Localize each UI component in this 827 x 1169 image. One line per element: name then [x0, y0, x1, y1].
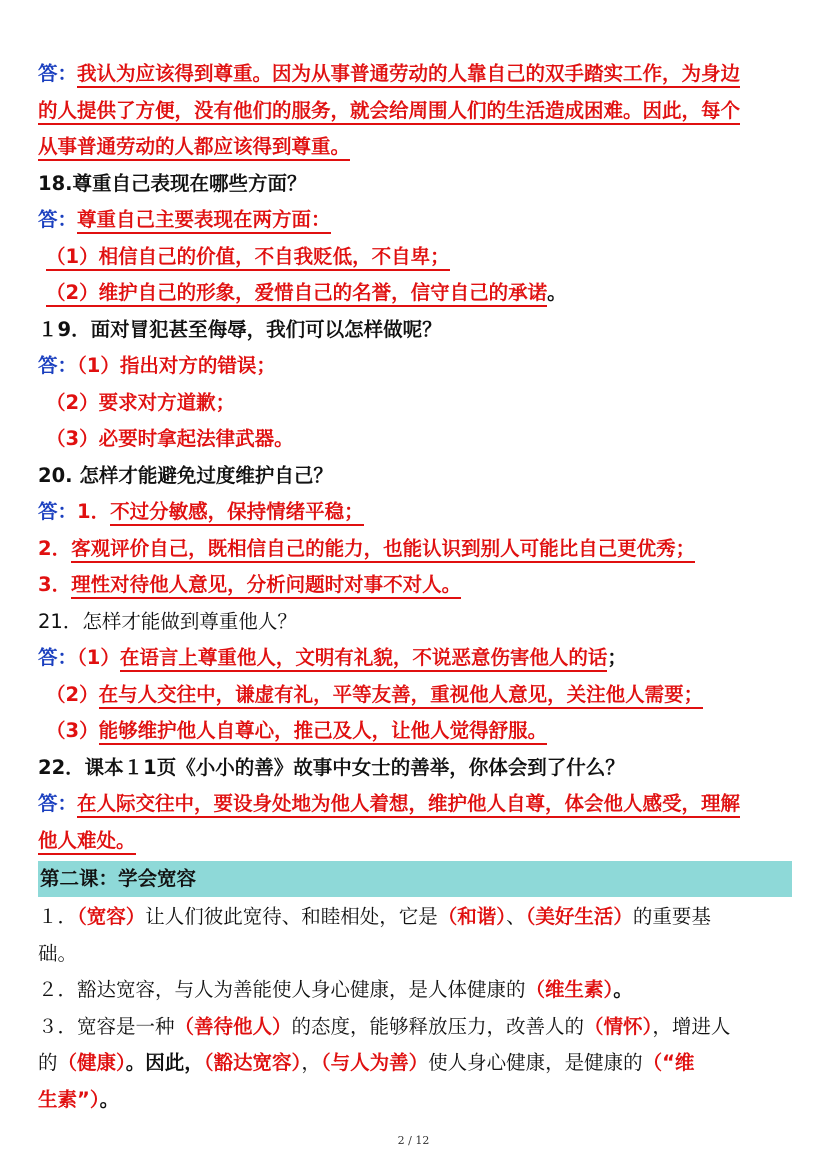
- body-text: ２．豁达宽容，与人为善能使人身心健康，是人体健康的: [38, 978, 526, 1001]
- item-number: （1）: [77, 646, 120, 669]
- body-text: ３．宽容是一种: [38, 1014, 175, 1038]
- answer-18-line-1: [38, 202, 790, 239]
- fill-blank: （美好生活）: [525, 905, 633, 928]
- punctuation: 。: [547, 281, 567, 304]
- answer-22-line-2: [38, 823, 790, 860]
- punctuation: ；: [607, 646, 627, 669]
- answer-text: （2）维护自己的形象，爱惜自己的名誉，信守自己的承诺: [46, 281, 547, 307]
- answer-label: 答：: [38, 792, 78, 815]
- answer-19-line-1: [38, 348, 790, 385]
- answer-18-line-3: [38, 275, 790, 312]
- fill-blank: 生素”）: [38, 1087, 100, 1111]
- paragraph-1-line-2: [38, 936, 790, 973]
- answer-label: 答：: [38, 500, 78, 523]
- answer-17-line-1: [38, 56, 790, 93]
- fill-blank: （维生素）: [525, 978, 614, 1001]
- answer-text: 从事普通劳动的人都应该得到尊重。: [38, 135, 350, 161]
- paragraph-3-line-3: [38, 1082, 790, 1119]
- answer-text: 不过分敏感，保持情绪平稳；: [110, 500, 364, 526]
- body-text: 让人们彼此宽待、和睦相处，它是: [145, 905, 438, 928]
- question-22: 22．课本１1页《小小的善》故事中女士的善举，你体会到了什么？: [38, 755, 625, 779]
- answer-text: 能够维护他人自尊心，推己及人，让他人觉得舒服。: [99, 719, 548, 745]
- fill-blank: （健康）: [57, 1051, 126, 1074]
- answer-text: 在语言上尊重他人，文明有礼貌，不说恶意伤害他人的话: [120, 646, 608, 672]
- section-heading: 第二课：学会宽容: [38, 861, 792, 897]
- fill-blank: （善待他人）: [174, 1014, 292, 1038]
- body-text: ，: [301, 1051, 321, 1074]
- answer-21-line-2: [38, 677, 790, 714]
- answer-text: 理性对待他人意见，分析问题时对事不对人。: [71, 573, 461, 599]
- item-number: 1．: [77, 500, 111, 523]
- body-text: 、: [506, 905, 526, 928]
- fill-blank: （和谐）: [437, 905, 507, 928]
- paragraph-1-line-1: [38, 899, 790, 936]
- answer-text: 的人提供了方便，没有他们的服务，就会给周围人们的生活造成困难。因此，每个: [38, 99, 740, 125]
- question-21: [38, 604, 790, 641]
- answer-text: 在人际交往中，要设身处地为他人着想，维护他人自尊，体会他人感受，理解: [77, 792, 740, 818]
- paragraph-3-line-1: [38, 1009, 790, 1046]
- answer-text: 客观评价自己，既相信自己的能力，也能认识到别人可能比自己更优秀；: [71, 537, 695, 563]
- question-20: 20. 怎样才能避免过度维护自己？: [38, 463, 333, 487]
- item-number: （3）: [46, 719, 99, 742]
- question-19: １9．面对冒犯甚至侮辱，我们可以怎样做呢？: [38, 317, 442, 341]
- body-text: 的态度，能够释放压力，改善人的: [291, 1014, 585, 1038]
- answer-22-line-1: [38, 786, 790, 823]
- answer-20-line-3: [38, 567, 790, 604]
- body-text: ，增进人: [652, 1014, 731, 1038]
- paragraph-3-line-2: [38, 1045, 790, 1082]
- document-page: [38, 56, 790, 1118]
- body-text: 使人身心健康，是健康的: [428, 1051, 643, 1074]
- body-text: 的重要基: [632, 905, 711, 928]
- body-text: 。因此，: [125, 1051, 204, 1074]
- answer-20-line-2: [38, 531, 790, 568]
- answer-19-line-2: [38, 385, 790, 422]
- body-text: 础。: [38, 941, 78, 965]
- punctuation: 。: [613, 978, 633, 1001]
- punctuation: 。: [99, 1087, 120, 1111]
- answer-text: 尊重自己主要表现在两方面：: [77, 208, 331, 234]
- body-text: 的: [38, 1051, 58, 1074]
- item-number: 3．: [38, 573, 72, 596]
- paragraph-2: [38, 972, 790, 1009]
- fill-blank: （宽容）: [77, 905, 146, 928]
- item-number: 2．: [38, 536, 72, 560]
- answer-text: 我认为应该得到尊重。因为从事普通劳动的人靠自己的双手踏实工作，为身边: [77, 62, 740, 88]
- page-number: 2 / 12: [397, 1134, 430, 1147]
- fill-blank: （情怀）: [584, 1014, 653, 1038]
- answer-text: （3）必要时拿起法律武器。: [46, 427, 294, 450]
- answer-label: 答：: [38, 354, 78, 377]
- question-18: 18.尊重自己表现在哪些方面？: [38, 171, 307, 195]
- answer-label: 答：: [38, 208, 78, 231]
- answer-label: 答：: [38, 62, 78, 85]
- fill-blank: （“维: [642, 1051, 695, 1074]
- item-number: （2）: [46, 682, 99, 706]
- answer-20-line-1: [38, 494, 790, 531]
- answer-label: 答：: [38, 646, 78, 669]
- answer-text: 在与人交往中，谦虚有礼，平等友善，重视他人意见，关注他人需要；: [99, 683, 704, 709]
- answer-text: （1）相信自己的价值，不自我贬低，不自卑；: [46, 245, 450, 271]
- question-text: 21．怎样才能做到尊重他人？: [38, 609, 297, 633]
- answer-text: （1）指出对方的错误；: [77, 354, 276, 377]
- answer-21-line-1: [38, 640, 790, 677]
- fill-blank: （与人为善）: [320, 1051, 429, 1074]
- answer-19-line-3: [38, 421, 790, 458]
- answer-17-line-2: [38, 93, 790, 130]
- answer-18-line-2: [38, 239, 790, 276]
- answer-text: 他人难处。: [38, 829, 136, 855]
- answer-text: （2）要求对方道歉；: [46, 390, 236, 414]
- item-number: １．: [38, 905, 78, 928]
- answer-21-line-3: [38, 713, 790, 750]
- answer-17-line-3: [38, 129, 790, 166]
- fill-blank: （豁达宽容）: [203, 1051, 302, 1074]
